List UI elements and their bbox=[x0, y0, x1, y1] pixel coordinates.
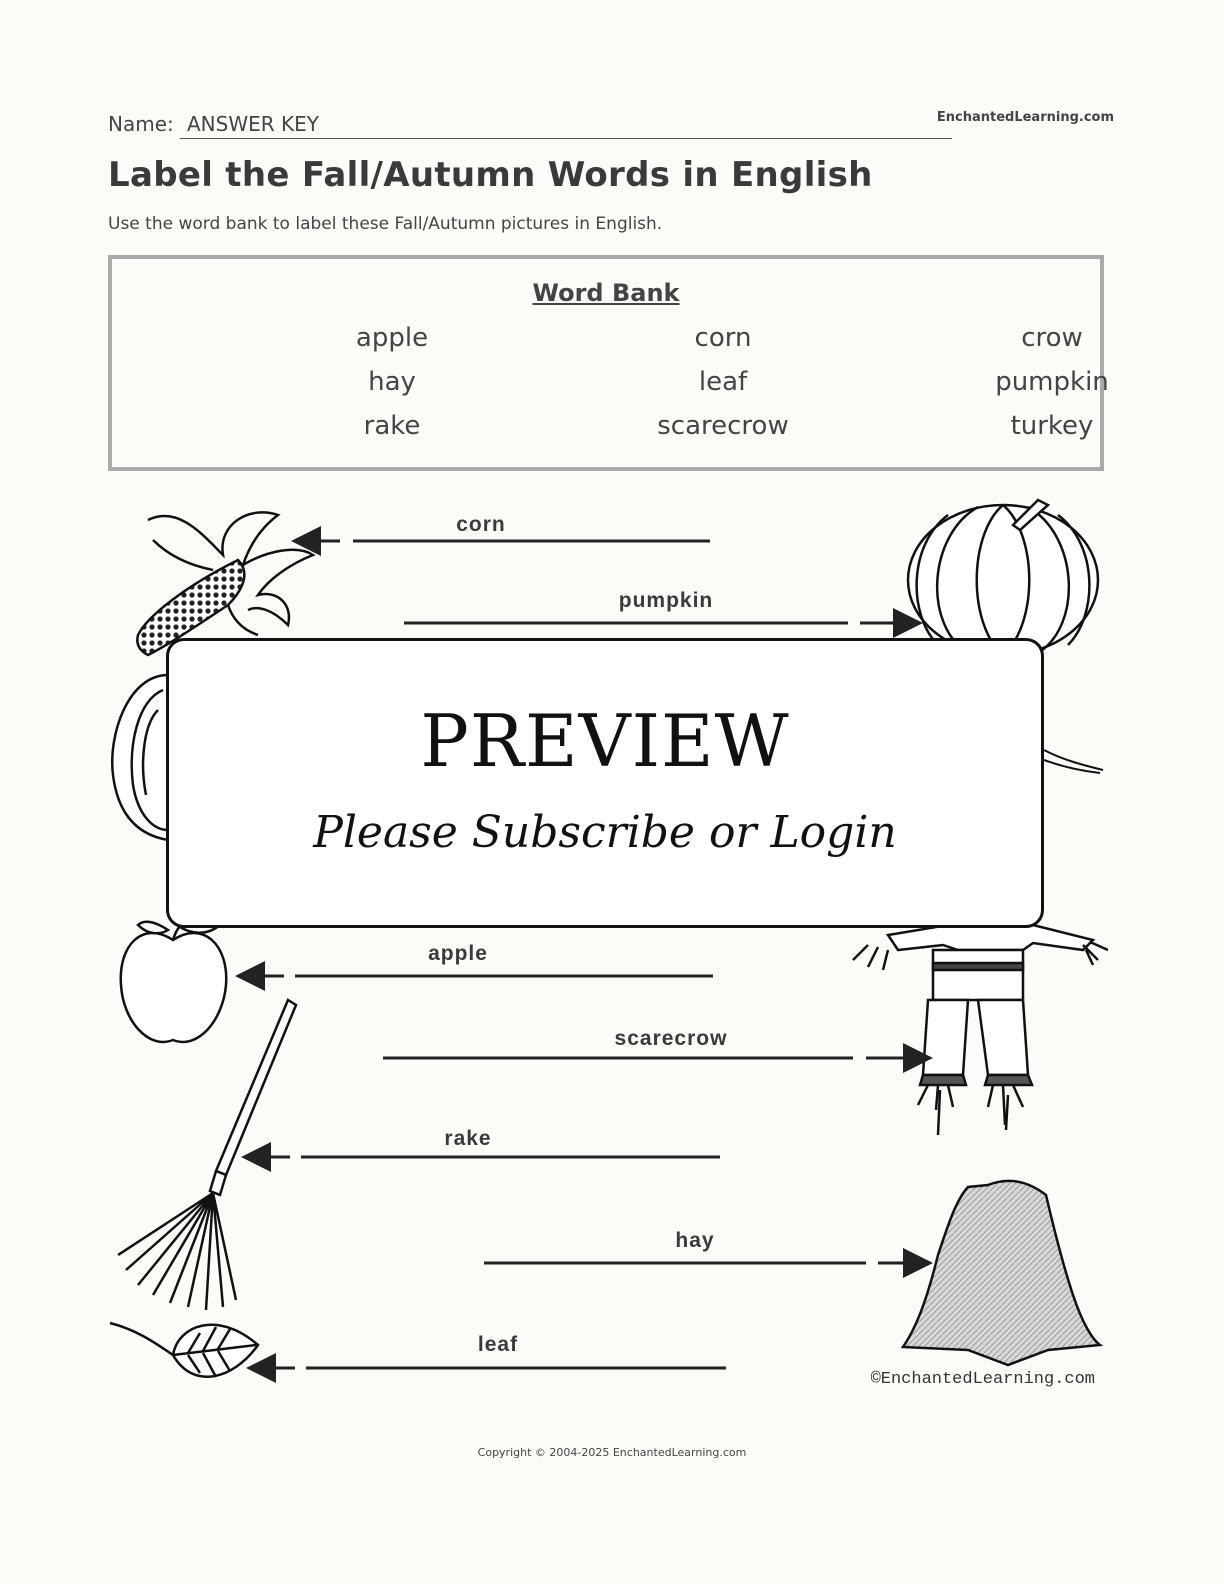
page-title: Label the Fall/Autumn Words in English bbox=[108, 155, 873, 195]
rake-picture bbox=[118, 1000, 296, 1310]
copyright: Copyright © 2004-2025 EnchantedLearning.com bbox=[477, 1446, 747, 1459]
word-bank-word: hay bbox=[368, 367, 416, 397]
label-apple: apple bbox=[428, 942, 488, 965]
labeled-illustration bbox=[108, 495, 1108, 1395]
word-bank-word: corn bbox=[694, 323, 752, 353]
scarecrow-picture bbox=[853, 925, 1108, 1135]
crow-picture bbox=[1044, 750, 1103, 773]
word-bank-word: leaf bbox=[698, 367, 748, 397]
preview-title: PREVIEW bbox=[420, 699, 790, 783]
word-bank-word: pumpkin bbox=[995, 367, 1109, 397]
name-underline bbox=[180, 138, 952, 139]
haystack-picture bbox=[903, 1181, 1100, 1365]
word-bank-word: scarecrow bbox=[657, 411, 789, 441]
label-scarecrow: scarecrow bbox=[614, 1027, 728, 1050]
pumpkin-picture bbox=[908, 500, 1098, 655]
word-bank-word: turkey bbox=[1010, 411, 1094, 441]
word-bank-word: crow bbox=[1021, 323, 1083, 353]
word-bank-word: apple bbox=[355, 323, 429, 353]
word-bank-word: rake bbox=[363, 411, 421, 441]
word-bank-heading: Word Bank bbox=[532, 279, 680, 307]
leaf-picture bbox=[110, 1323, 258, 1377]
label-pumpkin: pumpkin bbox=[618, 589, 714, 612]
label-hay: hay bbox=[675, 1229, 715, 1252]
corn-picture bbox=[137, 512, 313, 655]
turkey-picture bbox=[112, 675, 168, 840]
label-rake: rake bbox=[444, 1127, 492, 1150]
site-tag: EnchantedLearning.com bbox=[936, 110, 1114, 125]
instructions: Use the word bank to label these Fall/Autumn pictures in English. bbox=[108, 214, 663, 234]
subscribe-login-prompt[interactable]: Please Subscribe or Login bbox=[313, 807, 897, 858]
name-label: Name: bbox=[108, 112, 174, 136]
name-value: ANSWER KEY bbox=[187, 112, 319, 136]
label-corn: corn bbox=[456, 513, 506, 536]
label-leaf: leaf bbox=[477, 1333, 519, 1356]
image-credit: ©EnchantedLearning.com bbox=[870, 1370, 1095, 1389]
apple-picture bbox=[121, 919, 226, 1042]
word-bank bbox=[108, 255, 1109, 471]
preview-overlay[interactable] bbox=[166, 638, 1044, 928]
